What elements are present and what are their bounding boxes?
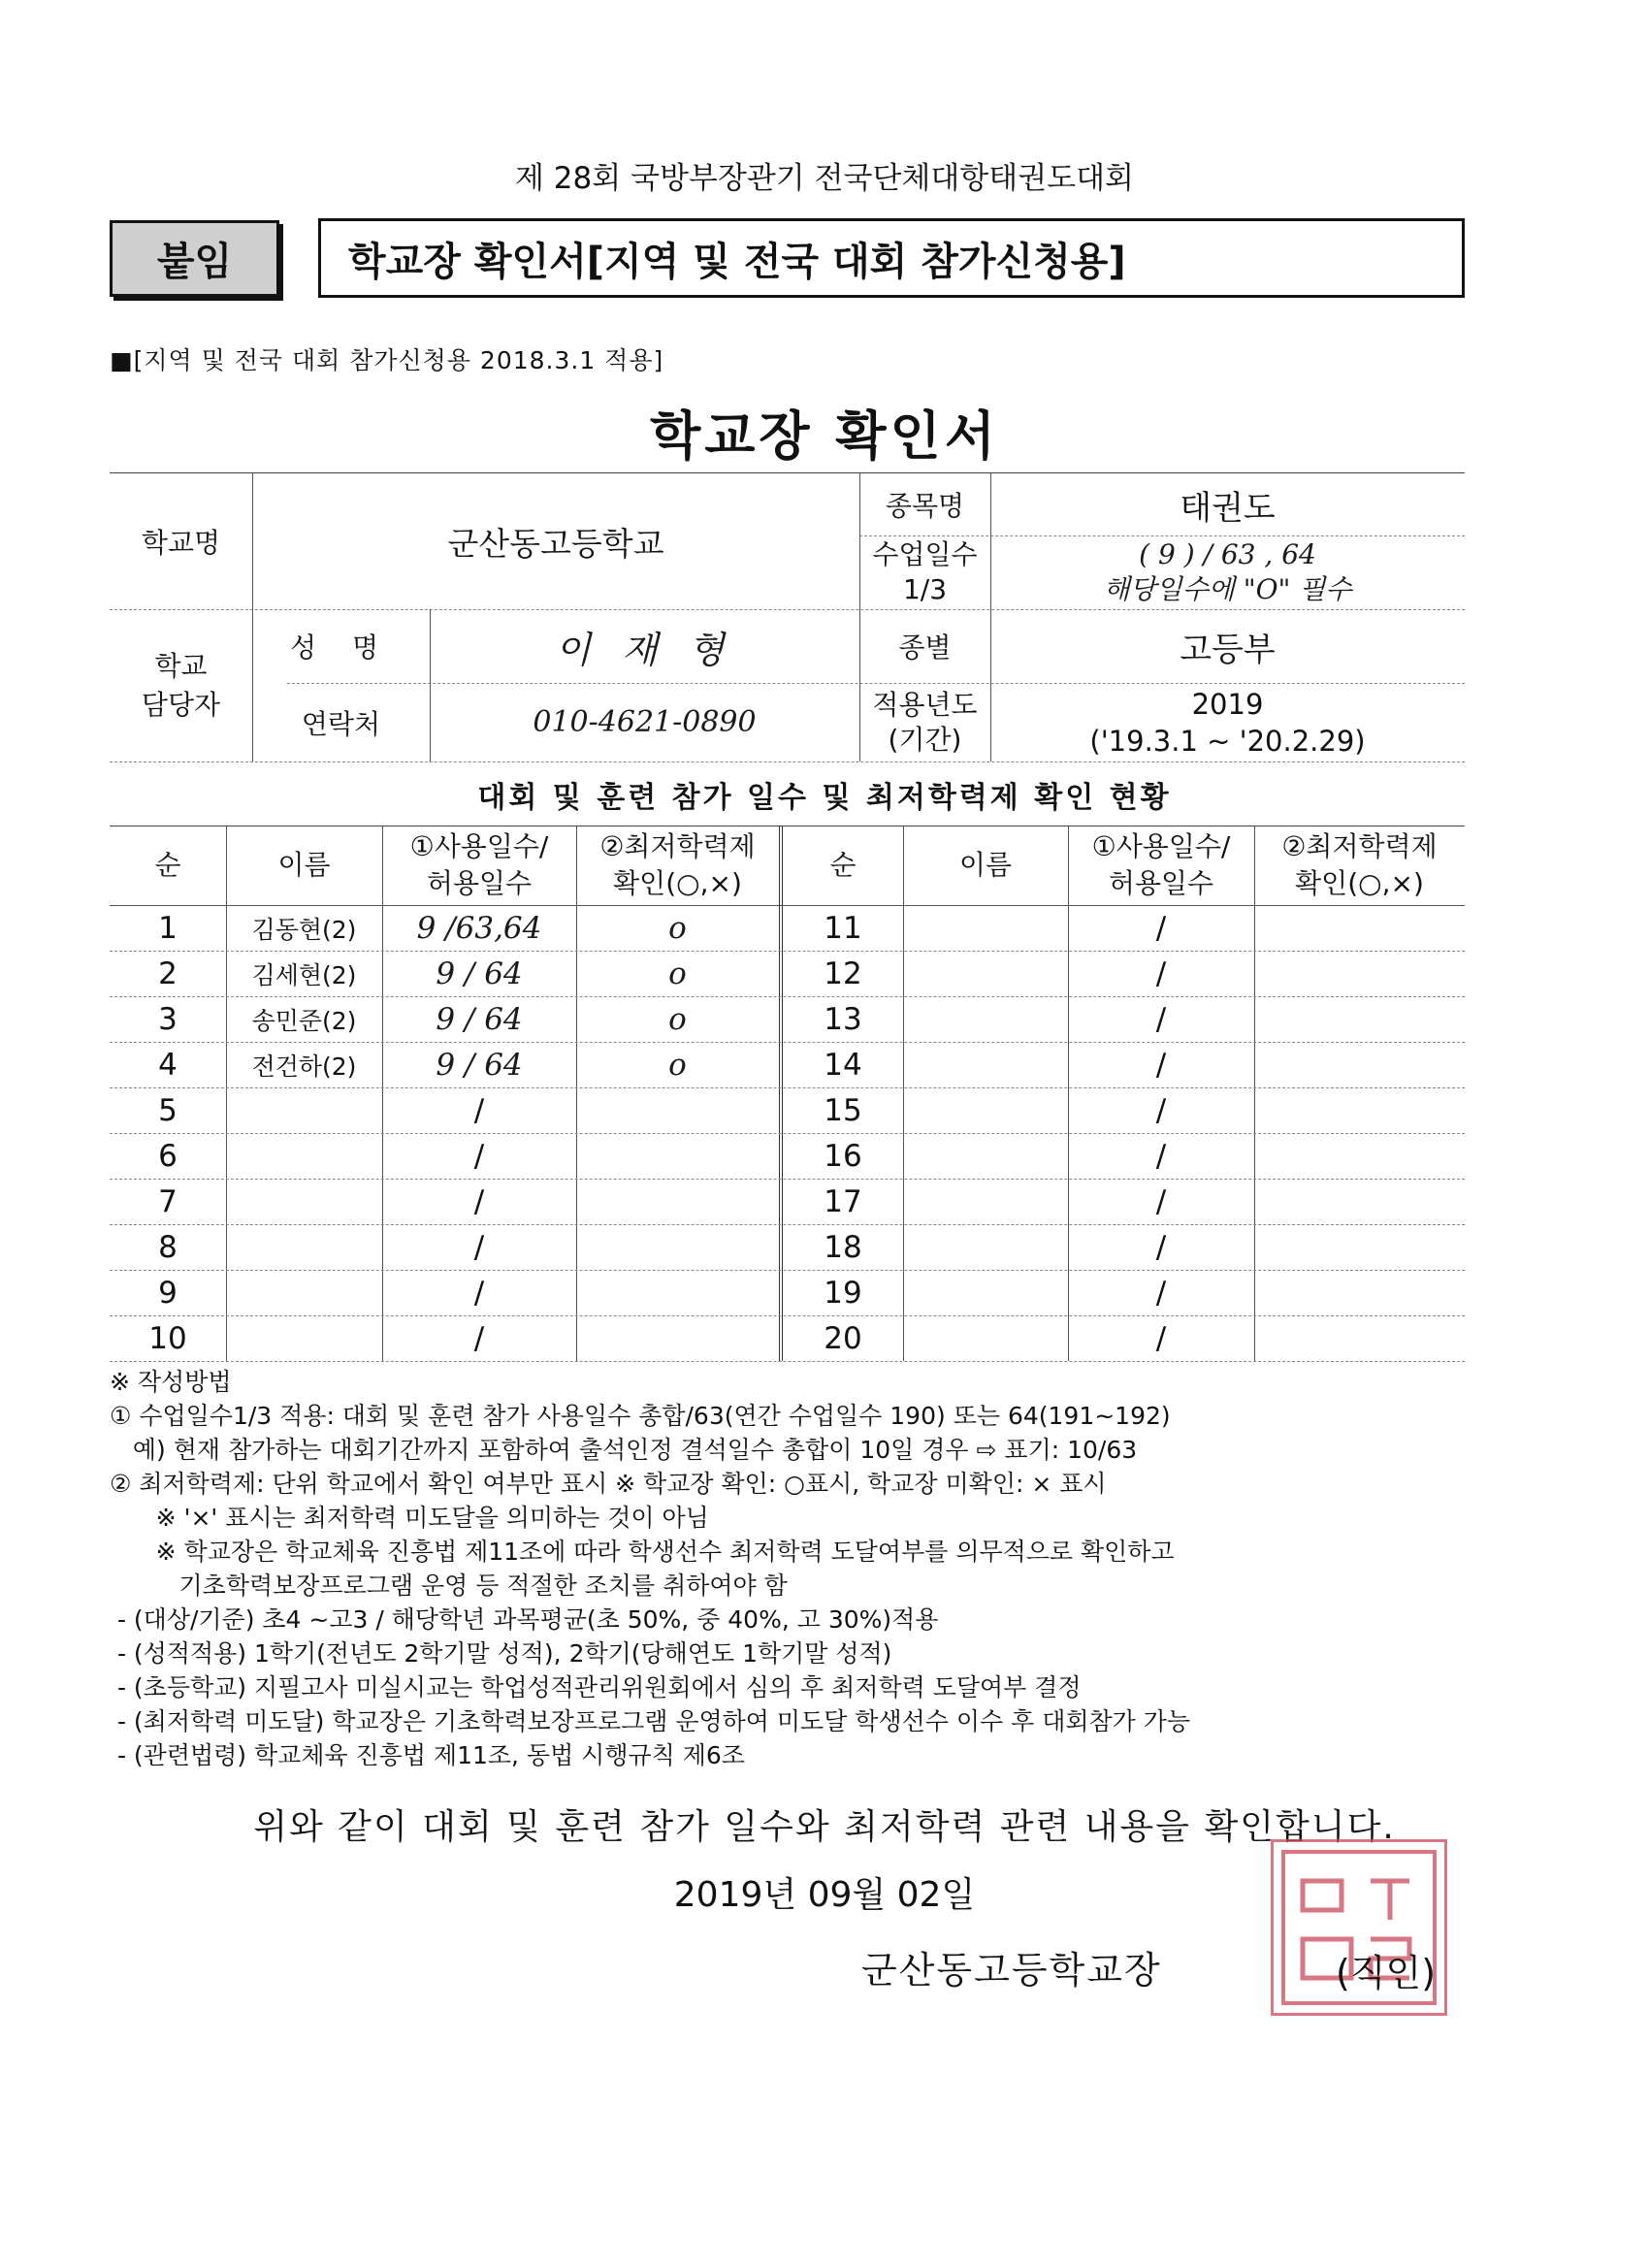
category-value: 고등부 xyxy=(1180,630,1276,669)
right-row-7-no: 17 xyxy=(824,1183,862,1219)
right-row-6-check xyxy=(1254,1133,1465,1179)
left-row-4-name: 전건하(2) xyxy=(251,1052,357,1081)
right-row-8-check xyxy=(1254,1224,1465,1270)
left-row-1-no: 1 xyxy=(158,910,178,946)
category-label: 종별 xyxy=(898,632,952,664)
right-row-10-name xyxy=(903,1315,1068,1361)
left-row-9-no: 9 xyxy=(158,1275,178,1311)
left-row-9-name xyxy=(226,1270,382,1315)
instruction-line: ※ 학교장은 학교체육 진흥법 제11조에 따라 학생선수 최저학력 도달여부를 의무적으로 확인하고 xyxy=(110,1538,1175,1566)
attachment-badge: 붙임 xyxy=(110,220,279,297)
left-row-1-name: 김동현(2) xyxy=(251,915,357,944)
left-row-3-days: 9 / 64 xyxy=(436,1001,523,1037)
left-row-2-no: 2 xyxy=(158,956,178,991)
left-row-6-days: / xyxy=(473,1138,485,1174)
left-row-8-name xyxy=(226,1224,382,1270)
right-row-10-check xyxy=(1254,1315,1465,1361)
left-row-8-check xyxy=(576,1224,779,1270)
event-title: 제 28회 국방부장관기 전국단체대항태권도대회 xyxy=(515,161,1134,196)
class-days-label: 수업일수 xyxy=(872,538,978,570)
left-row-4-check: o xyxy=(668,1047,687,1083)
class-days-value: ( 9 ) / 63 , 64 xyxy=(1139,538,1316,570)
left-row-9-days: / xyxy=(473,1275,485,1311)
left-row-5-days: / xyxy=(473,1092,485,1128)
instruction-line: ① 수업일수1/3 적용: 대회 및 훈련 참가 사용일수 총합/63(연간 수업일수 190) 또는 64(191~192) xyxy=(110,1402,1171,1430)
right-row-8-name xyxy=(903,1224,1068,1270)
year-label: 적용년도 xyxy=(872,688,978,721)
manager-label: 학교 xyxy=(154,649,208,682)
left-row-7-check xyxy=(576,1179,779,1224)
header-check-sub-right: 확인(○,×) xyxy=(1295,867,1424,899)
right-row-4-name xyxy=(903,1042,1068,1087)
right-row-7-days: / xyxy=(1155,1183,1167,1219)
manager-name-value: 이 재 형 xyxy=(555,628,734,671)
left-row-6-no: 6 xyxy=(158,1138,178,1174)
issue-date: 2019년 09월 02일 xyxy=(673,1875,976,1915)
instruction-line: - (대상/기준) 초4 ~고3 / 해당학년 과목평균(초 50%, 중 40%, 고 30%)적용 xyxy=(110,1605,939,1634)
school-name-value: 군산동고등학교 xyxy=(447,524,664,563)
left-row-10-days: / xyxy=(473,1320,485,1356)
left-row-2-name: 김세현(2) xyxy=(251,960,357,989)
instruction-line: ※ 작성방법 xyxy=(110,1368,232,1396)
seal-label: (직인) xyxy=(1336,1952,1437,1994)
sport-label: 종목명 xyxy=(885,490,965,522)
right-row-5-name xyxy=(903,1087,1068,1133)
confirmation-statement: 위와 같이 대회 및 훈련 참가 일수와 최저학력 관련 내용을 확인합니다. xyxy=(253,1807,1396,1847)
header-check: ②최저학력제 xyxy=(599,830,756,863)
left-row-5-name xyxy=(226,1087,382,1133)
principal-signature: 군산동고등학교장 xyxy=(861,1949,1162,1992)
instruction-line: ② 최저학력제: 단위 학교에서 확인 여부만 표시 ※ 학교장 확인: ○표시, 학교장 미확인: × 표시 xyxy=(110,1470,1107,1498)
header-days: ①사용일수/ xyxy=(409,830,549,863)
right-row-10-no: 20 xyxy=(824,1320,862,1356)
left-row-3-check: o xyxy=(668,1001,687,1037)
right-row-9-days: / xyxy=(1155,1275,1167,1311)
left-row-4-days: 9 / 64 xyxy=(436,1047,523,1083)
right-row-1-days: / xyxy=(1155,910,1167,946)
header-name: 이름 xyxy=(277,849,331,882)
left-row-3-name: 송민준(2) xyxy=(251,1006,357,1035)
left-row-6-name xyxy=(226,1133,382,1179)
left-row-10-no: 10 xyxy=(148,1320,187,1356)
header-check-right: ②최저학력제 xyxy=(1281,830,1438,863)
instruction-line: ※ '×' 표시는 최저학력 미도달을 의미하는 것이 아님 xyxy=(110,1504,709,1532)
left-row-2-check: o xyxy=(668,956,687,991)
left-row-7-name xyxy=(226,1179,382,1224)
right-row-4-days: / xyxy=(1155,1047,1167,1083)
right-row-10-days: / xyxy=(1155,1320,1167,1356)
class-days-ratio-label: 1/3 xyxy=(902,573,948,605)
right-row-9-no: 19 xyxy=(824,1275,862,1311)
left-row-2-days: 9 / 64 xyxy=(436,956,523,991)
right-row-7-check xyxy=(1254,1179,1465,1224)
right-row-4-no: 14 xyxy=(824,1047,862,1083)
left-row-1-days: 9 /63,64 xyxy=(416,910,542,946)
header-no: 순 xyxy=(154,849,181,882)
left-row-6-check xyxy=(576,1133,779,1179)
period-label: (기간) xyxy=(888,723,962,756)
right-row-1-no: 11 xyxy=(824,910,862,946)
header-check-sub: 확인(○,×) xyxy=(613,867,742,899)
instruction-line: - (초등학교) 지필고사 미실시교는 학업성적관리위원회에서 심의 후 최저학력 도달여부 결정 xyxy=(110,1673,1082,1701)
left-row-7-no: 7 xyxy=(158,1183,178,1219)
participation-title: 대회 및 훈련 참가 일수 및 최저학력제 확인 현황 xyxy=(477,781,1172,815)
left-row-5-check xyxy=(576,1087,779,1133)
class-days-note: 해당일수에 "O" 필수 xyxy=(1103,573,1352,605)
left-row-4-no: 4 xyxy=(158,1047,178,1083)
school-info-table xyxy=(110,472,1465,761)
right-row-3-days: / xyxy=(1155,1001,1167,1037)
right-row-6-name xyxy=(903,1133,1068,1179)
right-row-7-name xyxy=(903,1179,1068,1224)
right-row-2-name xyxy=(903,951,1068,996)
instruction-line: - (최저학력 미도달) 학교장은 기초학력보장프로그램 운영하여 미도달 학생선수 이수 후 대회참가 가능 xyxy=(110,1707,1191,1735)
right-row-8-no: 18 xyxy=(824,1229,862,1265)
right-row-5-check xyxy=(1254,1087,1465,1133)
right-row-2-no: 12 xyxy=(824,956,862,991)
name-label: 성 명 xyxy=(290,632,392,664)
school-name-label: 학교명 xyxy=(141,527,221,559)
instruction-line: - (성적적용) 1학기(전년도 2학기말 성적), 2학기(당해연도 1학기말 성적) xyxy=(110,1639,892,1668)
header-days-right: ①사용일수/ xyxy=(1091,830,1231,863)
year-value: 2019 xyxy=(1191,687,1264,721)
document-header-title: 학교장 확인서[지역 및 전국 대회 참가신청용] xyxy=(318,218,1465,298)
right-row-2-check xyxy=(1254,951,1465,996)
right-row-1-check xyxy=(1254,905,1465,951)
right-row-8-days: / xyxy=(1155,1229,1167,1265)
right-row-9-check xyxy=(1254,1270,1465,1315)
instruction-line: 예) 현재 참가하는 대회기간까지 포함하여 출석인정 결석일수 총합이 10일 경우 ⇨ 표기: 10/63 xyxy=(110,1436,1138,1464)
instruction-line: 기초학력보장프로그램 운영 등 적절한 조치를 취하여야 함 xyxy=(110,1571,788,1600)
left-row-8-days: / xyxy=(473,1229,485,1265)
header-no-right: 순 xyxy=(829,849,857,882)
page-title: 학교장 확인서 xyxy=(650,405,999,467)
right-row-3-name xyxy=(903,996,1068,1042)
right-row-5-days: / xyxy=(1155,1092,1167,1128)
left-row-8-no: 8 xyxy=(158,1229,178,1265)
header-days-sub-right: 허용일수 xyxy=(1108,867,1214,899)
period-value: ('19.3.1 ~ '20.2.29) xyxy=(1089,724,1366,758)
left-row-9-check xyxy=(576,1270,779,1315)
contact-value: 010-4621-0890 xyxy=(533,705,757,739)
sport-value: 태권도 xyxy=(1180,488,1276,528)
contact-label: 연락처 xyxy=(301,707,381,740)
right-row-9-name xyxy=(903,1270,1068,1315)
header-days-sub: 허용일수 xyxy=(426,867,533,899)
header-name-right: 이름 xyxy=(958,849,1013,882)
left-row-10-name xyxy=(226,1315,382,1361)
right-row-2-days: / xyxy=(1155,956,1167,991)
left-row-1-check: o xyxy=(668,910,687,946)
right-row-3-no: 13 xyxy=(824,1001,862,1037)
left-row-5-no: 5 xyxy=(158,1092,178,1128)
instruction-line: - (관련법령) 학교체육 진흥법 제11조, 동법 시행규칙 제6조 xyxy=(110,1741,745,1769)
right-row-3-check xyxy=(1254,996,1465,1042)
right-row-6-no: 16 xyxy=(824,1138,862,1174)
instructions xyxy=(110,1365,1468,1772)
right-row-5-no: 15 xyxy=(824,1092,862,1128)
left-row-3-no: 3 xyxy=(158,1001,178,1037)
manager-label-2: 담당자 xyxy=(141,688,221,721)
participation-table xyxy=(110,826,1465,1361)
right-row-1-name xyxy=(903,905,1068,951)
form-note: ■[지역 및 전국 대회 참가신청용 2018.3.1 적용] xyxy=(110,346,664,374)
left-row-7-days: / xyxy=(473,1183,485,1219)
right-row-6-days: / xyxy=(1155,1138,1167,1174)
right-row-4-check xyxy=(1254,1042,1465,1087)
left-row-10-check xyxy=(576,1315,779,1361)
